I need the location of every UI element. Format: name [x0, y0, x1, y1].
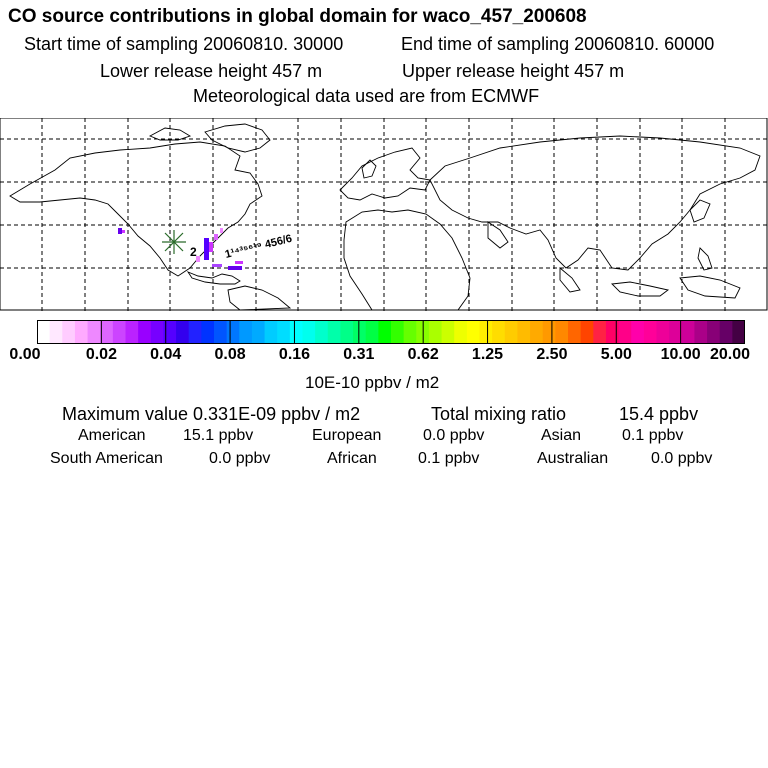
- total-mixing-ratio-value: 15.4 ppbv: [619, 404, 699, 424]
- colorbar-cell: [201, 320, 214, 344]
- colorbar-cell: [454, 320, 467, 344]
- colorbar-cell: [189, 320, 202, 344]
- colorbar-cell: [50, 320, 63, 344]
- end-time-label: End time of sampling 20060810. 60000: [401, 34, 715, 54]
- colorbar-tick-label: 0.08: [214, 346, 246, 363]
- source-name-african: African: [327, 450, 377, 467]
- colorbar-tick-label: 0.00: [9, 346, 41, 363]
- colorbar-cell: [239, 320, 252, 344]
- start-time-label: Start time of sampling 20060810. 30000: [24, 34, 344, 54]
- colorbar-tick-label: 5.00: [600, 346, 632, 363]
- colorbar-tick-label: 0.62: [407, 346, 439, 363]
- colorbar-cell: [340, 320, 353, 344]
- colorbar-cell: [138, 320, 151, 344]
- release-site-label: 2: [190, 245, 197, 259]
- colorbar-cell: [606, 320, 619, 344]
- colorbar-cell: [290, 320, 303, 344]
- source-value-african: 0.1 ppbv: [418, 450, 480, 467]
- colorbar-cell: [442, 320, 455, 344]
- trajectory-labels: 1¹⁴³⁵⁶¹⁹ 456/6: [223, 232, 294, 261]
- source-name-australian: Australian: [537, 450, 609, 467]
- colorbar-cell: [88, 320, 101, 344]
- colorbar-cell: [480, 320, 493, 344]
- colorbar-cell: [429, 320, 442, 344]
- colorbar-cell: [530, 320, 543, 344]
- colorbar-cell: [657, 320, 670, 344]
- colorbar-cell: [505, 320, 518, 344]
- source-value-south-american: 0.0 ppbv: [209, 450, 271, 467]
- colorbar-cell: [100, 320, 113, 344]
- colorbar-cell: [303, 320, 316, 344]
- colorbar-cell: [366, 320, 379, 344]
- release-site-marker: [162, 230, 186, 254]
- colorbar-cell: [492, 320, 505, 344]
- source-value-australian: 0.0 ppbv: [651, 450, 713, 467]
- colorbar-cell: [568, 320, 581, 344]
- colorbar-cell: [126, 320, 139, 344]
- colorbar-cell: [265, 320, 278, 344]
- colorbar-cell: [593, 320, 606, 344]
- colorbar-cell: [517, 320, 530, 344]
- colorbar-cell: [682, 320, 695, 344]
- colorbar-cell: [315, 320, 328, 344]
- colorbar-cell: [214, 320, 227, 344]
- colorbar-unit: 10E-10 ppbv / m2: [305, 373, 440, 392]
- figure-title: CO source contributions in global domain for waco_457_200608: [8, 6, 587, 27]
- colorbar-cell: [644, 320, 657, 344]
- colorbar-cell: [720, 320, 733, 344]
- colorbar: [37, 320, 745, 344]
- source-value-american: 15.1 ppbv: [183, 427, 254, 444]
- colorbar-cell: [732, 320, 745, 344]
- colorbar-cell: [378, 320, 391, 344]
- met-data-label: Meteorological data used are from ECMWF: [193, 86, 540, 106]
- colorbar-cells: [37, 320, 745, 344]
- colorbar-cell: [328, 320, 341, 344]
- colorbar-cell: [176, 320, 189, 344]
- colorbar-cell: [404, 320, 417, 344]
- colorbar-cell: [555, 320, 568, 344]
- colorbar-tick-label: 0.16: [278, 346, 311, 363]
- colorbar-cell: [37, 320, 50, 344]
- colorbar-tick-label: 20.00: [709, 346, 751, 363]
- colorbar-cell: [353, 320, 366, 344]
- max-value-label: Maximum value 0.331E-09 ppbv / m2: [62, 404, 361, 424]
- colorbar-tick-label: 0.31: [343, 346, 375, 363]
- colorbar-cell: [543, 320, 556, 344]
- colorbar-cell: [619, 320, 632, 344]
- total-mixing-ratio-label: Total mixing ratio: [431, 404, 567, 424]
- colorbar-cell: [75, 320, 88, 344]
- colorbar-cell: [277, 320, 290, 344]
- colorbar-cell: [631, 320, 644, 344]
- colorbar-cell: [707, 320, 720, 344]
- colorbar-cell: [694, 320, 707, 344]
- source-name-asian: Asian: [541, 427, 582, 444]
- colorbar-cell: [62, 320, 75, 344]
- colorbar-tick-label: 1.25: [471, 346, 504, 363]
- colorbar-cell: [227, 320, 240, 344]
- colorbar-tick-label: 0.02: [85, 346, 117, 363]
- colorbar-cell: [467, 320, 480, 344]
- source-name-south-american: South American: [50, 450, 163, 467]
- source-value-asian: 0.1 ppbv: [622, 427, 684, 444]
- colorbar-tick-label: 0.04: [150, 346, 182, 363]
- source-name-american: American: [78, 427, 146, 444]
- colorbar-cell: [581, 320, 594, 344]
- colorbar-cell: [391, 320, 404, 344]
- upper-height-label: Upper release height 457 m: [402, 61, 625, 81]
- colorbar-cell: [113, 320, 126, 344]
- colorbar-cell: [252, 320, 265, 344]
- colorbar-tick-label: 2.50: [536, 346, 568, 363]
- colorbar-tick-label: 10.00: [660, 346, 701, 363]
- lower-height-label: Lower release height 457 m: [100, 61, 323, 81]
- source-name-european: European: [312, 427, 382, 444]
- colorbar-cell: [151, 320, 164, 344]
- source-value-european: 0.0 ppbv: [423, 427, 485, 444]
- world-map: [0, 118, 768, 311]
